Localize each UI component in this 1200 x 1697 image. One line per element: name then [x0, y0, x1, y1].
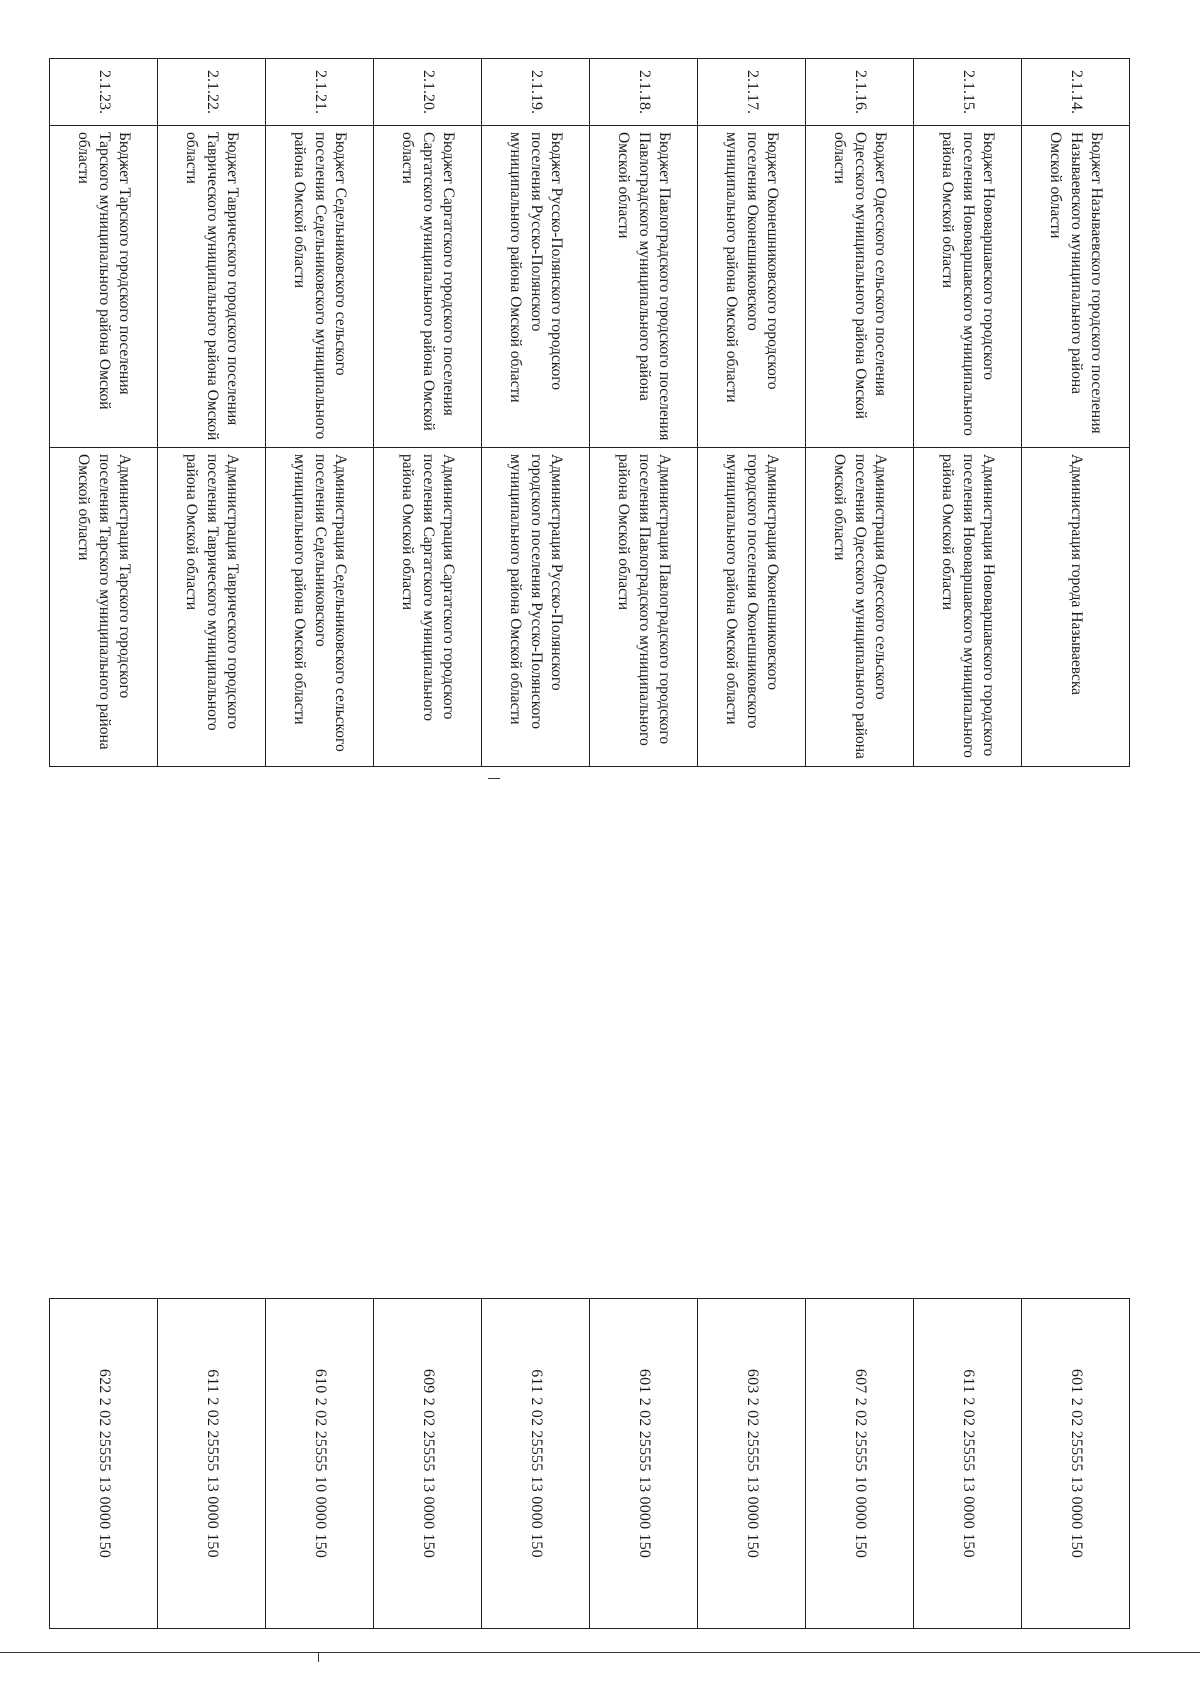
scan-mark [488, 778, 500, 779]
table-row [50, 1299, 158, 1629]
administrator-name: Администрация Оконешниковского городского поселения Оконешниковского муниципального района Омской области [698, 448, 806, 767]
table-main [49, 58, 1130, 767]
table-row [482, 59, 590, 767]
table-row [806, 1299, 914, 1629]
row-number: 2.1.18. [590, 59, 698, 126]
table-row [266, 59, 374, 767]
row-number: 2.1.20. [374, 59, 482, 126]
row-number: 2.1.21. [266, 59, 374, 126]
revenue-code: 601 2 02 25555 13 0000 150 [1022, 1299, 1130, 1629]
revenue-code: 607 2 02 25555 10 0000 150 [806, 1299, 914, 1629]
administrator-name: Администрация Одесского сельского поселения Одесского муниципального района Омской области [806, 448, 914, 767]
table-main-body [50, 59, 1130, 767]
table-codes-body [50, 1299, 1130, 1629]
budget-name: Бюджет Седельниковского сельского поселения Седельниковского муниципального района Омской области [266, 126, 374, 448]
row-number: 2.1.14. [1022, 59, 1130, 126]
table-row [50, 59, 158, 767]
table-row [590, 1299, 698, 1629]
table-row [806, 59, 914, 767]
page-footer-line [0, 1652, 1200, 1653]
row-number: 2.1.15. [914, 59, 1022, 126]
revenue-code: 611 2 02 25555 13 0000 150 [158, 1299, 266, 1629]
budget-name: Бюджет Русско-Полянского городского поселения Русско-Полянского муниципального района Омской области [482, 126, 590, 448]
administrator-name: Администрация Русско-Полянского городского поселения Русско-Полянского муниципального района Омской области [482, 448, 590, 767]
table-row [374, 1299, 482, 1629]
table-row [698, 59, 806, 767]
row-number: 2.1.23. [50, 59, 158, 126]
table-row [914, 59, 1022, 767]
table-row [158, 1299, 266, 1629]
revenue-code: 603 2 02 25555 13 0000 150 [698, 1299, 806, 1629]
budget-name: Бюджет Нововаршавского городского поселения Нововаршавского муниципального района Омской области [914, 126, 1022, 448]
page-footer-mark [318, 1652, 319, 1662]
administrator-name: Администрация Павлоградского городского поселения Павлоградского муниципального района Омской области [590, 448, 698, 767]
administrator-name: Администрация Тарского городского поселения Тарского муниципального района Омской области [50, 448, 158, 767]
budget-name: Бюджет Называевского городского поселения Называевского муниципального района Омской области [1022, 126, 1130, 448]
table-row [266, 1299, 374, 1629]
table-row [590, 59, 698, 767]
administrator-name: Администрация Седельниковского сельского поселения Седельниковского муниципального района Омской области [266, 448, 374, 767]
budget-name: Бюджет Тарского городского поселения Тарского муниципального района Омской области [50, 126, 158, 448]
table-row [914, 1299, 1022, 1629]
table-row [698, 1299, 806, 1629]
administrator-name: Администрация Саргатского городского поселения Саргатского муниципального района Омской области [374, 448, 482, 767]
table-row [158, 59, 266, 767]
administrator-name: Администрация Таврического городского поселения Таврического муниципального района Омской области [158, 448, 266, 767]
revenue-code: 609 2 02 25555 13 0000 150 [374, 1299, 482, 1629]
budget-name: Бюджет Таврического городского поселения Таврического муниципального района Омской области [158, 126, 266, 448]
budget-name: Бюджет Оконешниковского городского поселения Оконешниковского муниципального района Омской области [698, 126, 806, 448]
administrator-name: Администрация города Называевска [1022, 448, 1130, 767]
table-row [482, 1299, 590, 1629]
row-number: 2.1.19. [482, 59, 590, 126]
table-row [374, 59, 482, 767]
table-codes [49, 1298, 1130, 1629]
row-number: 2.1.17. [698, 59, 806, 126]
row-number: 2.1.16. [806, 59, 914, 126]
row-number: 2.1.22. [158, 59, 266, 126]
revenue-code: 601 2 02 25555 13 0000 150 [590, 1299, 698, 1629]
table-row [1022, 1299, 1130, 1629]
budget-name: Бюджет Саргатского городского поселения Саргатского муниципального района Омской области [374, 126, 482, 448]
budget-name: Бюджет Одесского сельского поселения Одесского муниципального района Омской области [806, 126, 914, 448]
revenue-code: 611 2 02 25555 13 0000 150 [914, 1299, 1022, 1629]
table-row [1022, 59, 1130, 767]
revenue-code: 611 2 02 25555 13 0000 150 [482, 1299, 590, 1629]
revenue-code: 622 2 02 25555 13 0000 150 [50, 1299, 158, 1629]
budget-name: Бюджет Павлоградского городского поселения Павлоградского муниципального района Омской области [590, 126, 698, 448]
revenue-code: 610 2 02 25555 10 0000 150 [266, 1299, 374, 1629]
rotated-page [50, 58, 1130, 1638]
administrator-name: Администрация Нововаршавского городского поселения Нововаршавского муниципального района Омской области [914, 448, 1022, 767]
